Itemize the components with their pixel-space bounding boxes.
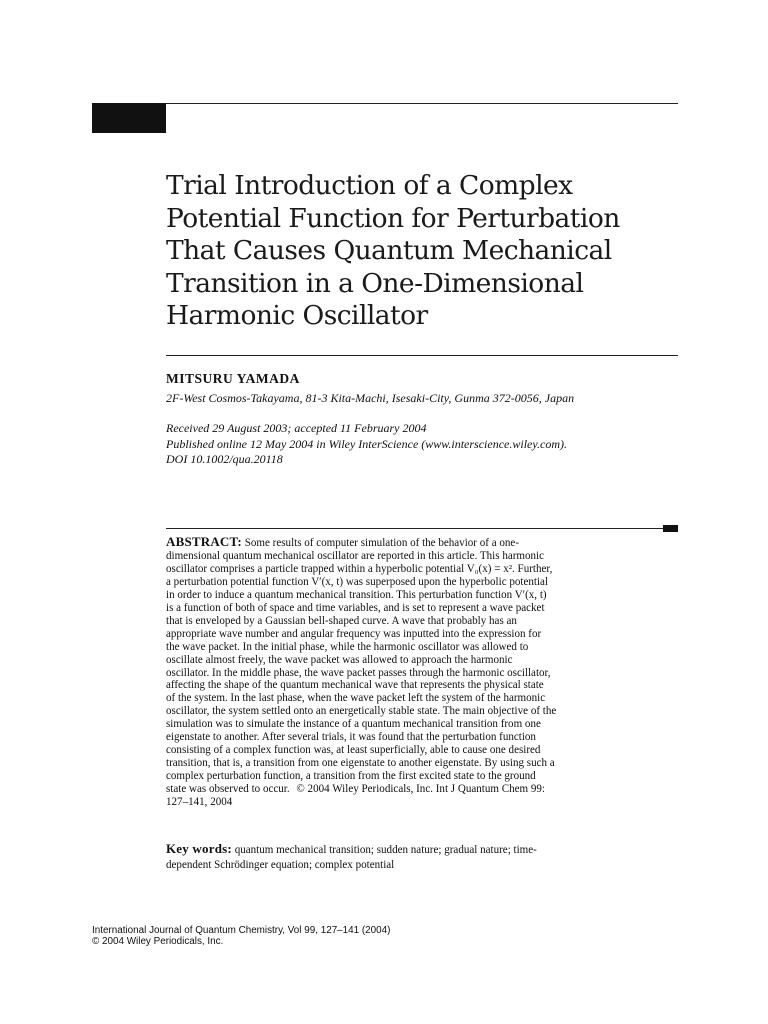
abstract-label: ABSTRACT: <box>166 534 242 549</box>
header-block <box>92 103 166 133</box>
author-affiliation: 2F-West Cosmos-Takayama, 81-3 Kita-Machi, Isesaki-City, Gunma 372-0056, Japan <box>166 391 575 405</box>
abstract-line: eigenstate to another. After several trials, it was found that the perturbation function <box>166 731 536 744</box>
footer-copyright: © 2004 Wiley Periodicals, Inc. <box>92 936 224 947</box>
keywords <box>166 841 611 873</box>
abstract-line: a perturbation potential function V′(x, t) was superposed upon the hyperbolic potential <box>166 575 549 588</box>
abstract-copyright: © 2004 Wiley Periodicals, Inc. Int J Quantum Chem 99: <box>296 783 545 796</box>
abstract-line: transition, that is, a transition from one eigenstate to another eigenstate. By using such a <box>166 757 555 770</box>
abstract <box>166 536 611 809</box>
abstract-line: in order to induce a quantum mechanical transition. This perturbation function V′(x, t) <box>166 588 547 601</box>
keywords-text: quantum mechanical transition; sudden nature; gradual nature; time- <box>234 844 537 856</box>
abstract-line: oscillator, the system settled onto an energetically stable state. The main objective of the <box>166 705 557 718</box>
abstract-line: that is enveloped by a Gaussian bell-shaped curve. A wave that probably has an <box>166 614 517 627</box>
published-online: Published online 12 May 2004 in Wiley InterScience (www.interscience.wiley.com). <box>166 436 568 451</box>
abstract-line: dimensional quantum mechanical oscillator are reported in this article. This harmonic <box>166 549 545 562</box>
abstract-line: appropriate wave number and angular frequency was inputted into the expression for <box>166 627 542 640</box>
abstract-line <box>166 783 611 796</box>
paper-title: Trial Introduction of a Complex Potential Function for Perturbation That Causes Quantum Mechanical Transition in a One-Dimensional Harmonic Oscillator <box>166 170 620 332</box>
abstract-line: complex perturbation function, a transition from the first excited state to the ground <box>166 770 536 783</box>
abstract-text: state was observed to occur. <box>166 783 290 796</box>
abstract-line: the wave packet. In the initial phase, while the harmonic oscillator was allowed to <box>166 640 529 653</box>
abstract-line: oscillator comprises a particle trapped within a hyperbolic potential V₀(x) = x². Further, <box>166 562 553 575</box>
top-rule <box>92 103 678 104</box>
abstract-line: of the system. In the last phase, when the wave packet left the system of the harmonic <box>166 692 546 705</box>
abstract-line: oscillate almost freely, the wave packet was allowed to approach the harmonic <box>166 653 513 666</box>
journal-citation: International Journal of Quantum Chemistry, Vol 99, 127–141 (2004) <box>92 925 391 936</box>
keywords-line <box>166 841 611 858</box>
abstract-rule <box>166 528 678 529</box>
abstract-line <box>166 536 611 550</box>
publication-history <box>166 421 678 468</box>
abstract-marker <box>663 525 678 532</box>
abstract-line: simulation was to simulate the instance of a quantum mechanical transition from one <box>166 718 541 731</box>
title-rule <box>166 355 678 356</box>
author-name: MITSURU YAMADA <box>166 371 300 386</box>
keywords-label: Key words: <box>166 841 232 856</box>
abstract-line: consisting of a complex function was, at least superficially, able to cause one desired <box>166 744 541 757</box>
received-date: Received 29 August 2003; accepted 11 February 2004 <box>166 421 427 435</box>
keywords-line: dependent Schrödinger equation; complex potential <box>166 859 395 871</box>
doi: DOI 10.1002/qua.20118 <box>166 452 283 466</box>
abstract-line: affecting the shape of the quantum mechanical wave that represents the physical state <box>166 679 544 692</box>
abstract-pages: 127–141, 2004 <box>166 796 233 809</box>
page-footer <box>92 925 492 947</box>
abstract-line: is a function of both of space and time variables, and is set to represent a wave packet <box>166 601 545 614</box>
abstract-text: Some results of computer simulation of the behavior of a one- <box>244 537 519 549</box>
abstract-line: oscillator. In the middle phase, the wave packet passes through the harmonic oscillator, <box>166 666 551 679</box>
